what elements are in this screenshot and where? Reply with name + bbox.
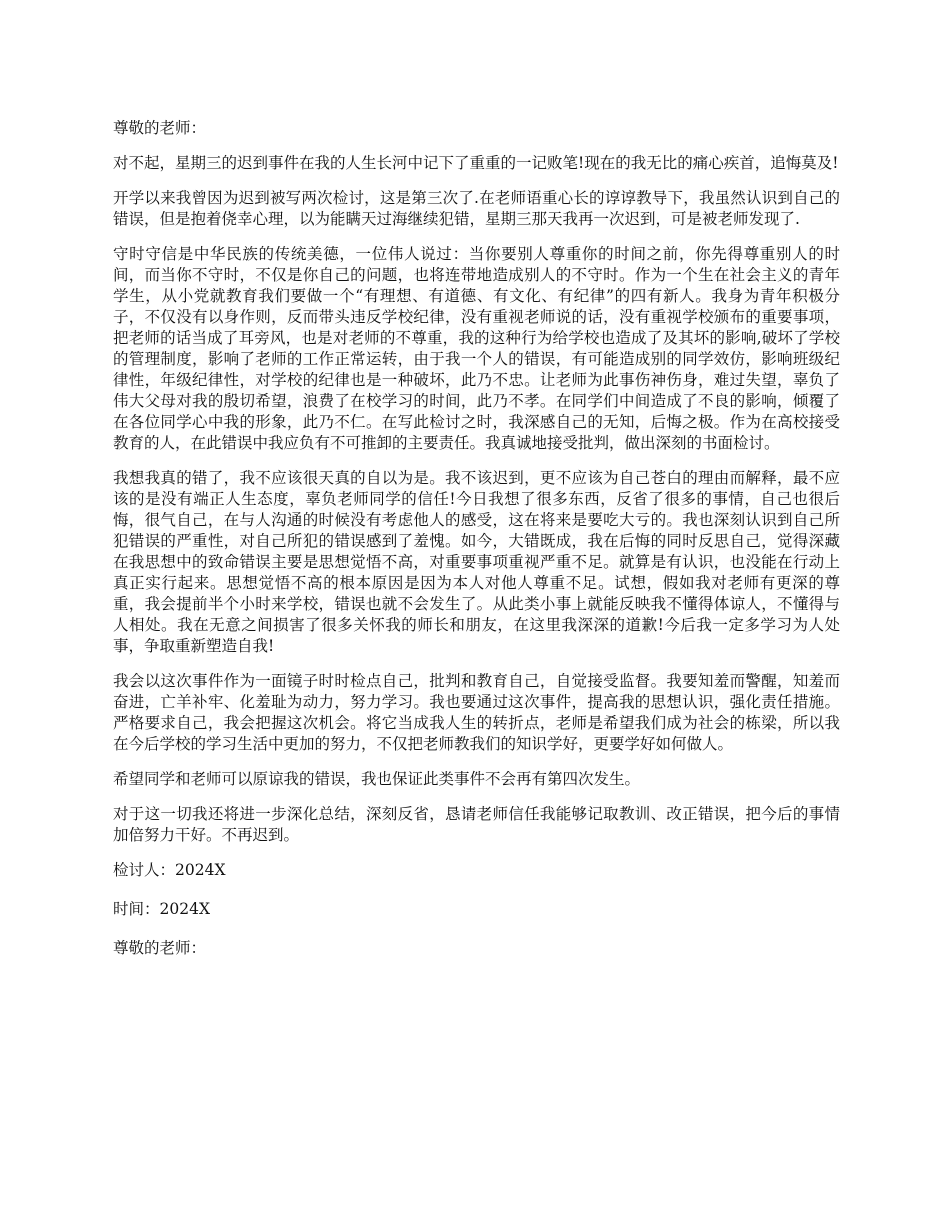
document-page	[113, 118, 840, 977]
paragraph-punctuality: 守时守信是中华民族的传统美德，一位伟人说过：当你要别人尊重你的时间之前，你先得尊重别人的时间，而当你不守时，不仅是你自己的问题，也将连带地造成别人的不守时。作为一个生在社会主义的青年学生，从小党就教育我们要做一个“有理想、有道德、有文化、有纪律”的四有新人。我身为青年积极分子，不仅没有以身作则，反而带头违反学校纪律，没有重视老师说的话，没有重视学校颁布的重要事项，把老师的话当成了耳旁风，也是对老师的不尊重，我的这种行为给学校也造成了及其坏的影响,破坏了学校的管理制度，影响了老师的工作正常运转，由于我一个人的错误，有可能造成别的同学效仿，影响班级纪律性，年级纪律性，对学校的纪律也是一种破坏，此乃不忠。让老师为此事伤神伤身，难过失望，辜负了伟大父母对我的殷切希望，浪费了在校学习的时间，此乃不孝。在同学们中间造成了不良的影响，倾覆了在各位同学心中我的形象，此乃不仁。在写此检讨之时，我深感自己的无知，后悔之极。作为在高校接受教育的人，在此错误中我应负有不可推卸的主要责任。我真诚地接受批判，做出深刻的书面检讨。	[113, 245, 840, 452]
signature: 检讨人：2024X	[113, 861, 226, 879]
paragraph-commitment: 我会以这次事件作为一面镜子时时检点自己，批判和教育自己，自觉接受监督。我要知羞而警醒，知羞而奋进，亡羊补牢、化羞耻为动力，努力学习。我也要通过这次事件，提高我的思想认识，强化责任措施。严格要求自己，我会把握这次机会。将它当成我人生的转折点，老师是希望我们成为社会的栋梁，所以我在今后学校的学习生活中更加的努力，不仅把老师教我们的知识学好，更要学好如何做人。	[113, 672, 840, 753]
salutation: 尊敬的老师：	[113, 119, 207, 137]
paragraph-history: 开学以来我曾因为迟到被写两次检讨，这是第三次了.在老师语重心长的谆谆教导下，我虽然认识到自己的错误，但是抱着侥幸心理，以为能瞒天过海继续犯错，星期三那天我再一次迟到，可是被老师发现了.	[113, 189, 840, 228]
paragraph-apology: 对不起，星期三的迟到事件在我的人生长河中记下了重重的一记败笔!现在的我无比的痛心疾首，追悔莫及!	[113, 154, 839, 172]
paragraph-forgiveness: 希望同学和老师可以原谅我的错误，我也保证此类事件不会再有第四次发生。	[113, 770, 641, 788]
paragraph-closing: 对于这一切我还将进一步深化总结，深刻反省，恳请老师信任我能够记取教训、改正错误，把今后的事情加倍努力干好。不再迟到。	[113, 805, 840, 844]
salutation-repeat: 尊敬的老师：	[113, 939, 207, 957]
paragraph-reflection: 我想我真的错了，我不应该很天真的自以为是。我不该迟到，更不应该为自己苍白的理由而解释，最不应该的是没有端正人生态度，辜负老师同学的信任!今日我想了很多东西，反省了很多的事情，自己也很后悔，很气自己，在与人沟通的时候没有考虑他人的感受，这在将来是要吃大亏的。我也深刻认识到自己所犯错误的严重性，对自己所犯的错误感到了羞愧。如今，大错既成，我在后悔的同时反思自己，觉得深藏在我思想中的致命错误主要是思想觉悟不高，对重要事项重视严重不足。就算是有认识，也没能在行动上真正实行起来。思想觉悟不高的根本原因是因为本人对他人尊重不足。试想，假如我对老师有更深的尊重，我会提前半个小时来学校，错误也就不会发生了。从此类小事上就能反映我不懂得体谅人，不懂得与人相处。我在无意之间损害了很多关怀我的师长和朋友，在这里我深深的道歉!今后我一定多学习为人处事，争取重新塑造自我!	[113, 469, 840, 655]
date-line: 时间：2024X	[113, 900, 210, 918]
